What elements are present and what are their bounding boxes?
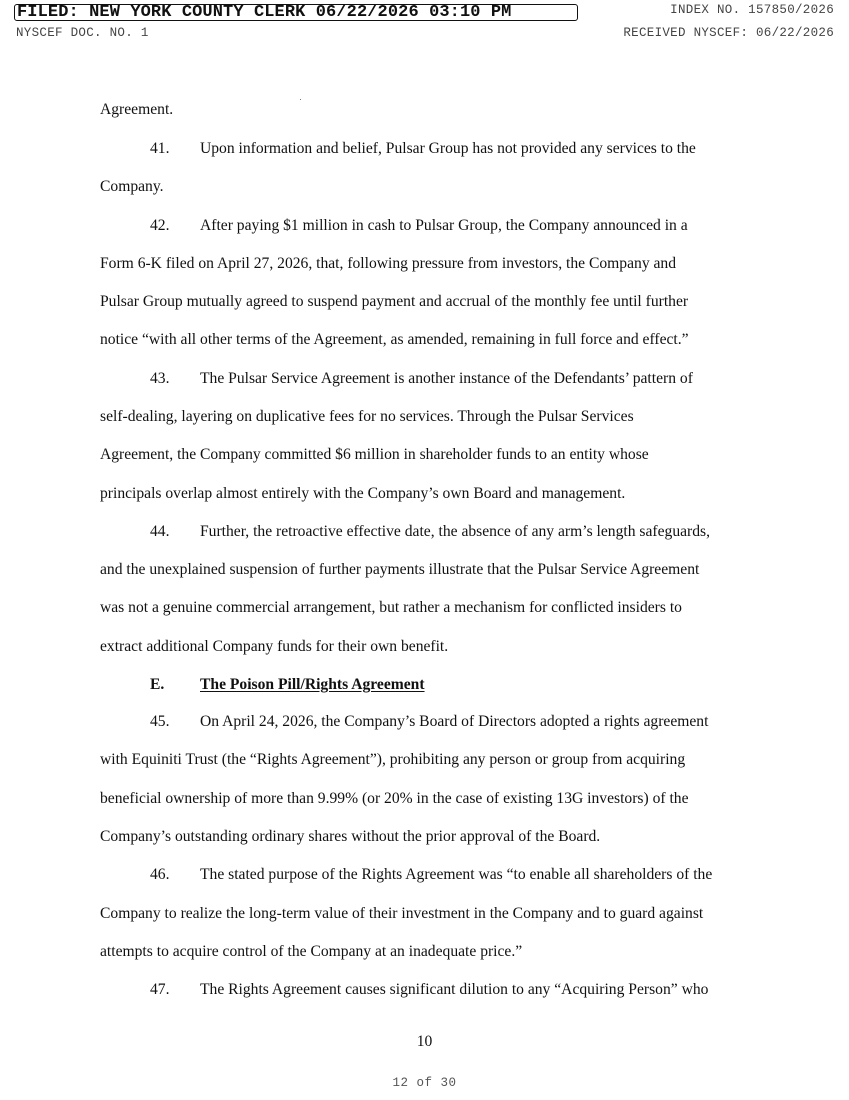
paragraph-42-line: Pulsar Group mutually agreed to suspend payment and accrual of the monthly fee until further [100, 293, 689, 310]
paragraph-number-44: 44. [150, 523, 170, 540]
paragraph-41-line: Company. [100, 178, 164, 195]
index-number: INDEX NO. 157850/2026 [670, 3, 834, 17]
paragraph-44-line: was not a genuine commercial arrangement, but rather a mechanism for conflicted insiders to [100, 599, 682, 616]
scan-speck [300, 99, 301, 100]
paragraph-44-line: and the unexplained suspension of further payments illustrate that the Pulsar Service Agreement [100, 561, 700, 578]
section-letter: E. [150, 676, 165, 693]
paragraph-number-42: 42. [150, 217, 170, 234]
paragraph-47-line: The Rights Agreement causes significant dilution to any “Acquiring Person” who [200, 981, 709, 998]
paragraph-45-line: beneficial ownership of more than 9.99% (or 20% in the case of existing 13G investors) of the [100, 790, 689, 807]
paragraph-43-line: The Pulsar Service Agreement is another instance of the Defendants’ pattern of [200, 370, 693, 387]
paragraph-43-line: principals overlap almost entirely with the Company’s own Board and management. [100, 485, 626, 502]
paragraph-46-line: Company to realize the long-term value of their investment in the Company and to guard against [100, 905, 704, 922]
paragraph-40-tail: Agreement. [100, 101, 174, 118]
paragraph-42-line: notice “with all other terms of the Agreement, as amended, remaining in full force and effect.” [100, 331, 689, 348]
paragraph-42-line: Form 6-K filed on April 27, 2026, that, following pressure from investors, the Company and [100, 255, 677, 272]
section-heading: The Poison Pill/Rights Agreement [200, 676, 425, 693]
received-date: RECEIVED NYSCEF: 06/22/2026 [623, 26, 834, 40]
paragraph-number-43: 43. [150, 370, 170, 387]
paragraph-46-line: The stated purpose of the Rights Agreement was “to enable all shareholders of the [200, 866, 713, 883]
paragraph-42-line: After paying $1 million in cash to Pulsar Group, the Company announced in a [200, 217, 688, 234]
paragraph-43-line: self-dealing, layering on duplicative fees for no services. Through the Pulsar Services [100, 408, 634, 425]
paragraph-45-line: On April 24, 2026, the Company’s Board of Directors adopted a rights agreement [200, 713, 709, 730]
paragraph-44-line: extract additional Company funds for their own benefit. [100, 638, 449, 655]
page-number: 10 [416, 1033, 433, 1050]
nyscef-doc-number: NYSCEF DOC. NO. 1 [16, 26, 149, 40]
paragraph-41-line: Upon information and belief, Pulsar Group has not provided any services to the [200, 140, 696, 157]
paragraph-45-line: Company’s outstanding ordinary shares without the prior approval of the Board. [100, 828, 601, 845]
filed-stamp: FILED: NEW YORK COUNTY CLERK 06/22/2026 03:10 PM [14, 4, 578, 21]
paragraph-number-46: 46. [150, 866, 170, 883]
paragraph-44-line: Further, the retroactive effective date, the absence of any arm’s length safeguards, [200, 523, 710, 540]
paragraph-43-line: Agreement, the Company committed $6 million in shareholder funds to an entity whose [100, 446, 649, 463]
paragraph-number-47: 47. [150, 981, 170, 998]
page-count: 12 of 30 [392, 1076, 457, 1090]
paragraph-45-line: with Equiniti Trust (the “Rights Agreement”), prohibiting any person or group from acquiring [100, 751, 686, 768]
paragraph-number-41: 41. [150, 140, 170, 157]
paragraph-46-line: attempts to acquire control of the Company at an inadequate price.” [100, 943, 523, 960]
paragraph-number-45: 45. [150, 713, 170, 730]
